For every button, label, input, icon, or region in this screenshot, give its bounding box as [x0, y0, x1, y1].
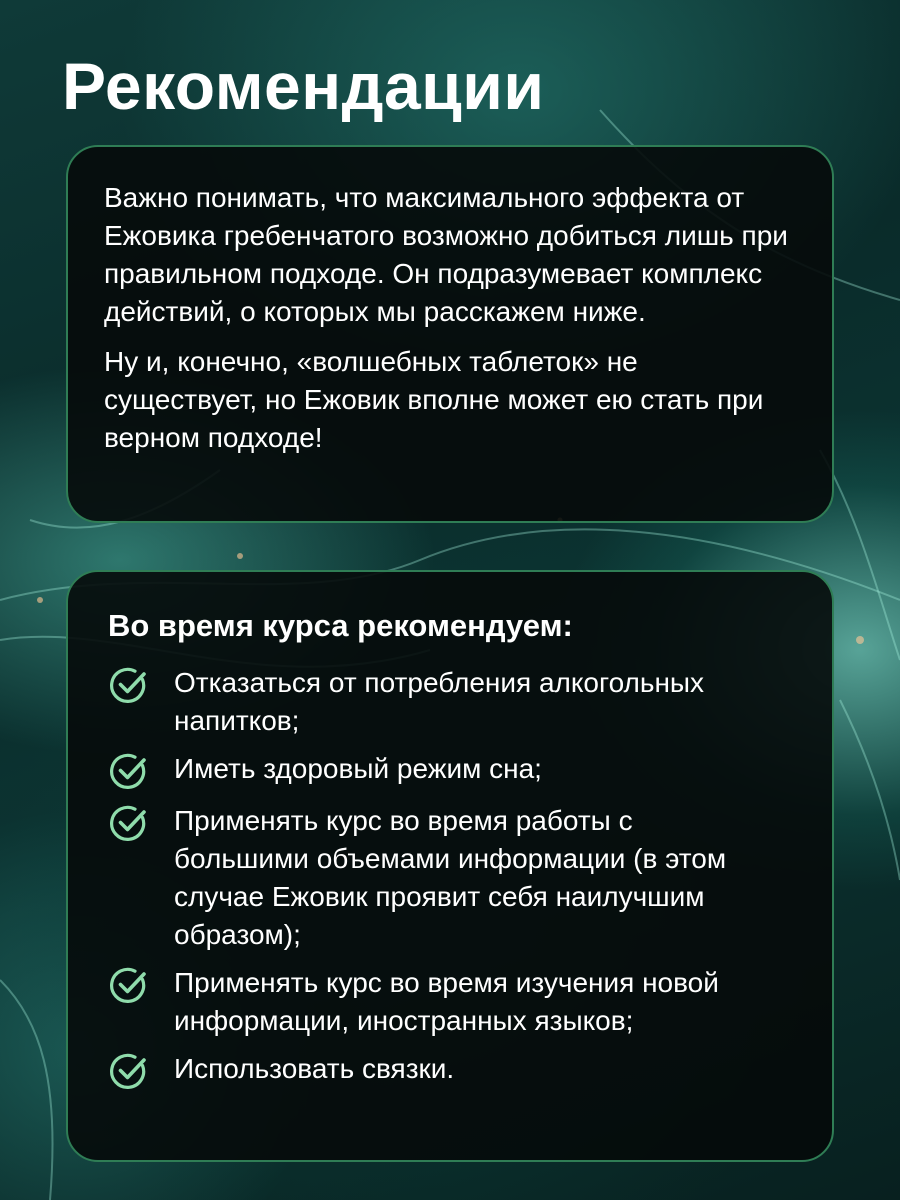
intro-card: [66, 145, 834, 523]
check-circle-icon: [108, 802, 150, 844]
check-circle-icon: [108, 1050, 150, 1092]
intro-paragraph-1: Важно понимать, что максимального эффекта от Ежовика гребенчатого возможно добиться лишь при правильном подходе. Он подразумевает комплекс действий, о которых мы расскажем ниже.: [104, 182, 788, 327]
check-circle-icon: [108, 664, 150, 706]
list-item-text: Иметь здоровый режим сна;: [174, 753, 542, 784]
list-item-text: Применять курс во время изучения новой информации, иностранных языков;: [174, 967, 719, 1036]
list-item-text: Использовать связки.: [174, 1053, 455, 1084]
list-item: [108, 750, 798, 792]
list-item: [108, 802, 798, 954]
list-item: [108, 664, 798, 740]
check-circle-icon: [108, 964, 150, 1006]
list-item-text: Применять курс во время работы с большими объемами информации (в этом случае Ежовик проявит себя наилучшим образом);: [174, 805, 727, 950]
recommendations-list: [108, 664, 798, 1092]
list-item-text: Отказаться от потребления алкогольных напитков;: [174, 667, 705, 736]
intro-paragraph-2: Ну и, конечно, «волшебных таблеток» не существует, но Ежовик вполне может ею стать при верном подходе!: [104, 346, 764, 453]
recommendations-card: [66, 570, 834, 1162]
list-item: [108, 1050, 798, 1092]
check-circle-icon: [108, 750, 150, 792]
recommendations-heading: Во время курса рекомендуем:: [108, 608, 573, 643]
list-item: [108, 964, 798, 1040]
page-title: Рекомендации: [62, 49, 545, 123]
